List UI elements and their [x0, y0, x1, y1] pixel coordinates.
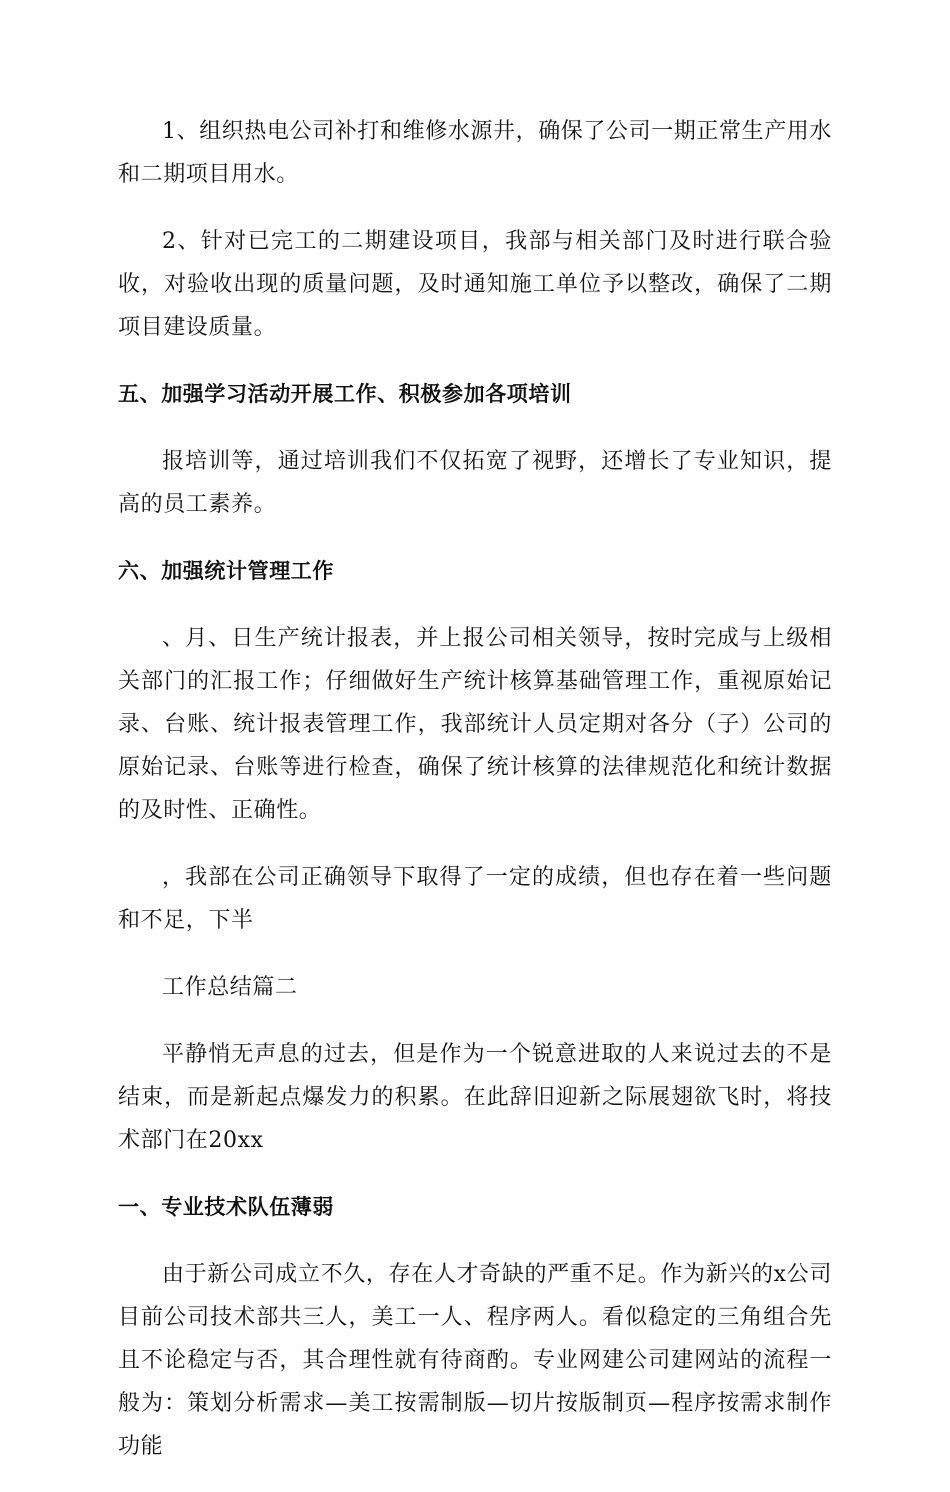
paragraph-acceptance: 2、针对已完工的二期建设项目，我部与相关部门及时进行联合验收，对验收出现的质量问题，及时通知施工单位予以整改，确保了二期项目建设质量。	[118, 229, 832, 340]
paragraph-intro: 平静悄无声息的过去，但是作为一个锐意进取的人来说过去的不是结束，而是新起点爆发力的积累。在此辞旧迎新之际展翅欲飞时，将技术部门在20xx	[118, 1042, 832, 1153]
paragraph-training: 报培训等，通过培训我们不仅拓宽了视野，还增长了专业知识，提高的员工素养。	[118, 449, 832, 517]
document-body	[118, 110, 832, 1492]
paragraph-statistics: 、月、日生产统计报表，并上报公司相关领导，按时完成与上级相关部门的汇报工作；仔细做好生产统计核算基础管理工作，重视原始记录、台账、统计报表管理工作，我部统计人员定期对各分（子）公司的原始记录、台账等进行检查，确保了统计核算的法律规范化和统计数据的及时性、正确性。	[118, 626, 832, 823]
paragraph-water-source: 1、组织热电公司补打和维修水源井，确保了公司一期正常生产用水和二期项目用水。	[118, 119, 832, 187]
heading-section-5: 五、加强学习活动开展工作、积极参加各项培训	[118, 382, 572, 406]
paragraph-subtitle: 工作总结篇二	[162, 975, 298, 1000]
heading-section-1: 一、专业技术队伍薄弱	[118, 1195, 334, 1219]
heading-section-6: 六、加强统计管理工作	[118, 559, 334, 583]
paragraph-summary: ，我部在公司正确领导下取得了一定的成绩，但也存在着一些问题和不足，下半	[118, 865, 832, 933]
paragraph-team: 由于新公司成立不久，存在人才奇缺的严重不足。作为新兴的x公司目前公司技术部共三人，美工一人、程序两人。看似稳定的三角组合先且不论稳定与否，其合理性就有待商酌。专业网建公司建网站的流程一般为：策划分析需求—美工按需制版—切片按版制页—程序按需求制作功能	[118, 1262, 832, 1459]
